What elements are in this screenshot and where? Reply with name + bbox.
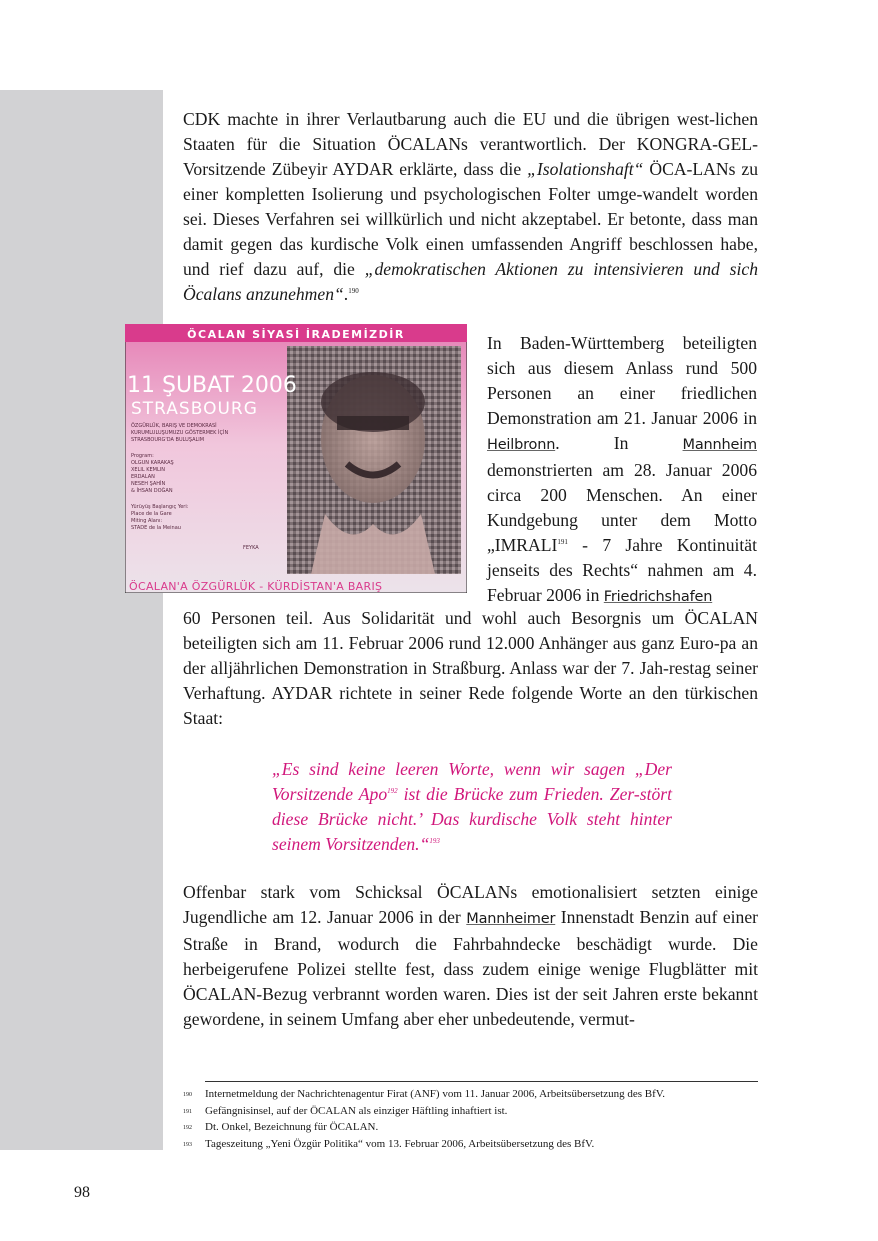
footnote-number: 193: [183, 1141, 192, 1148]
poster-program-line: NESEH ŞAHİN: [131, 481, 166, 487]
poster-program-line: ERDALAN: [131, 474, 155, 480]
place-friedrichshafen: Friedrichshafen: [603, 589, 713, 605]
paragraph-1: CDK machte in ihrer Verlautbarung auch die EU und die übrigen west-lichen Staaten für die Situation ÖCALANs verantwortlich. Der KONGRA-GEL-Vorsitzende Zübeyir AYDAR erklärte, dass die „Isolationshaft“ ÖCA-LANs zu einer kompletten Isolierung und psychologischen Folter umge-wandelt worden sei. Dieses Verfahren sei willkürlich und nicht akzeptabel. Er betonte, dass man damit gegen das kurdische Volk einen umfassenden Angriff beschlossen habe, und rief dazu auf, die „demokratischen Aktionen zu intensivieren und sich Öcalans anzunehmen“.$^{190}$: [183, 109, 758, 304]
footnote-ref-190: 190: [348, 287, 359, 296]
poster-program-line: XELIL KEMLIN: [131, 467, 165, 473]
poster-city: STRASBOURG: [131, 399, 258, 419]
aydar-quote: „Es sind keine leeren Worte, wenn wir sagen „Der Vorsitzende Apo$^{192}$ ist die Brücke zum Frieden. Zer-stört diese Brücke nicht.’ Das kurdische Volk steht hinter seinem Vorsitzenden.“$^{193}$: [272, 759, 673, 854]
footnote-ref-193: 193: [429, 837, 440, 846]
poster-program-line: OLGUN KARAKAŞ: [131, 460, 174, 466]
footnote-ref-191: 191: [557, 538, 568, 547]
demonstration-poster: [125, 324, 467, 593]
poster-header: ÖCALAN SİYASİ İRADEMİZDİR: [187, 328, 405, 341]
place-heilbronn: Heilbronn: [487, 437, 556, 453]
footnote-text: Internetmeldung der Nachrichtenagentur Firat (ANF) vom 11. Januar 2006, Arbeitsübersetzung des BfV.: [205, 1088, 666, 1100]
footnote-divider: [205, 1081, 758, 1082]
quote-isolationshaft: „Isolationshaft“: [527, 159, 644, 179]
poster-route-line: Place de la Gare: [131, 511, 172, 517]
poster-program-line: & İHSAN DOĞAN: [131, 488, 173, 494]
footnote-text: Dt. Onkel, Bezeichnung für ÖCALAN.: [205, 1121, 379, 1133]
poster-subtitle-line: STRASBOURG'DA BULUŞALIM: [131, 437, 205, 443]
poster-route-line: Yürüyüş Başlangıç Yeri:: [131, 504, 189, 510]
place-mannheim: Mannheim: [682, 437, 757, 453]
paragraph-3: 60 Personen teil. Aus Solidarität und wohl auch Besorgnis um ÖCALAN beteiligten sich am 11. Februar 2006 rund 12.000 Anhänger aus ganz Euro-pa an der alljährlichen Demonstration in Straßburg. Anlass war der 7. Jah-restag seiner Verhaftung. AYDAR richtete in seiner Rede folgende Worte an den türkischen Staat:: [183, 608, 758, 728]
footnote-text: Tageszeitung „Yeni Özgür Politika“ vom 13. Februar 2006, Arbeitsübersetzung des BfV.: [205, 1137, 595, 1150]
footnote-text: Gefängnisinsel, auf der ÖCALAN als einziger Häftling inhaftiert ist.: [205, 1104, 508, 1117]
footnote-193: [183, 1137, 758, 1154]
paragraph-2: In Baden-Württemberg beteiligten sich aus diesem Anlass rund 500 Personen an einer friedlichen Demonstration am 21. Januar 2006 in Heilbronn. In Mannheim demonstrierten am 28. Januar 2006 circa 200 Menschen. An einer Kundgebung unter dem Motto „IMRALI$^{191}$ - 7 Jahre Kontinuität jenseits des Rechts“ nahmen am 4. Februar 2006 in Friedrichshafen: [487, 333, 757, 605]
place-mannheimer: Mannheimer: [466, 911, 556, 927]
paragraph-4: Offenbar stark vom Schicksal ÖCALANs emotionalisiert setzten einige Jugendliche am 12. Januar 2006 in der Mannheimer Innenstadt Benzin auf einer Straße in Brand, wodurch die Fahrbahndecke beschädigt wurde. Die herbeigerufene Polizei stellte fest, dass zudem einige wenige Flugblätter mit ÖCALAN-Bezug verbrannt worden waren. Dies ist der seit Jahren erste bekannt gewordene, in seinem Umfang aber eher unbedeutende, vermut-: [183, 882, 758, 1029]
footnote-ref-192: 192: [387, 787, 398, 796]
poster-date: 11 ŞUBAT 2006: [127, 373, 297, 398]
page-number: 98: [74, 1184, 90, 1201]
footnotes: [183, 1087, 758, 1153]
footnote-number: 190: [183, 1092, 192, 1098]
poster-program-label: Program:: [131, 453, 154, 459]
poster-org: FEYKA: [243, 545, 259, 551]
quote-demokratischen-aktionen: „demokratischen Aktionen zu intensivieren und sich Öcalans anzunehmen“: [183, 259, 758, 304]
poster-route-line: Miting Alanı:: [131, 518, 163, 524]
footnote-number: 192: [183, 1125, 192, 1131]
footnote-191: [183, 1104, 758, 1121]
margin-sidebar: [0, 90, 163, 1150]
poster-bottom-slogan: ÖCALAN'A ÖZGÜRLÜK - KÜRDİSTAN'A BARIŞ: [129, 580, 383, 593]
footnote-192: [183, 1120, 758, 1137]
poster-route-line: STADE de la Meinau: [131, 525, 181, 531]
poster-subtitle-line: ÖZGÜRLÜK, BARIŞ VE DEMOKRASİ: [131, 423, 217, 429]
footnote-190: [183, 1087, 758, 1104]
footnote-number: 191: [183, 1108, 192, 1115]
poster-subtitle-line: KURUMLULUŞUMUZU GÖSTERMEK İÇİN: [131, 430, 229, 436]
